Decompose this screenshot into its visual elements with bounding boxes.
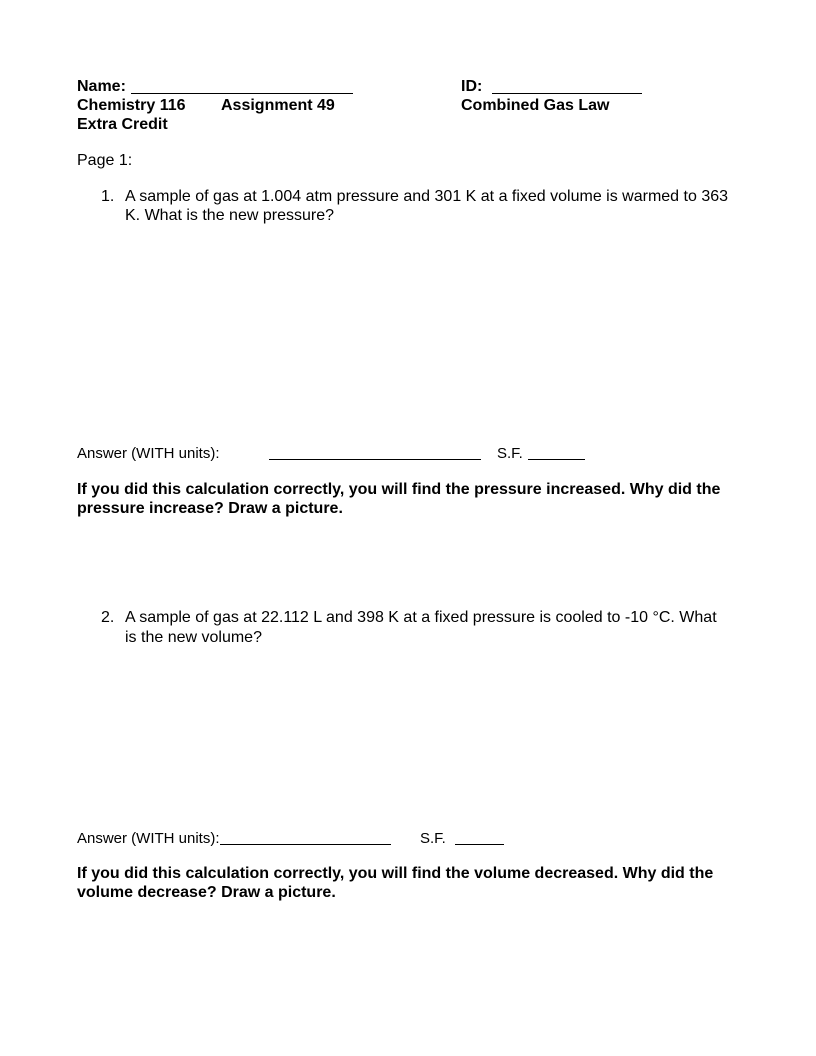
name-label: Name: [77, 78, 126, 95]
question-text-line: K. What is the new pressure? [125, 207, 334, 224]
extra-credit-label: Extra Credit [77, 116, 168, 133]
sf-field[interactable] [528, 444, 585, 460]
followup-text-line: volume decrease? Draw a picture. [77, 884, 336, 901]
question-number: 1. [101, 188, 115, 205]
answer-label: Answer (WITH units): [77, 830, 220, 847]
question-number: 2. [101, 609, 115, 626]
topic-title: Combined Gas Law [461, 97, 610, 114]
sf-field[interactable] [455, 829, 504, 845]
page-label: Page 1: [77, 152, 133, 169]
name-field[interactable] [131, 77, 353, 94]
answer-field[interactable] [269, 444, 481, 460]
course-title: Chemistry 116 [77, 97, 186, 114]
sf-label: S.F. [420, 830, 446, 847]
id-label: ID: [461, 78, 483, 95]
answer-label: Answer (WITH units): [77, 445, 220, 462]
question-text-line: is the new volume? [125, 629, 262, 646]
answer-field[interactable] [220, 829, 391, 845]
followup-text-line: If you did this calculation correctly, you will find the pressure increased. Why did the [77, 481, 721, 498]
question-text-line: A sample of gas at 1.004 atm pressure and 301 K at a fixed volume is warmed to 363 [125, 188, 729, 205]
followup-text-line: If you did this calculation correctly, you will find the volume decreased. Why did the [77, 865, 714, 882]
answer-area[interactable] [77, 230, 737, 430]
sf-label: S.F. [497, 445, 523, 462]
question-text-line: A sample of gas at 22.112 L and 398 K at a fixed pressure is cooled to -10 °C. What [125, 609, 717, 626]
id-field[interactable] [492, 77, 642, 94]
followup-text-line: pressure increase? Draw a picture. [77, 500, 343, 517]
answer-area[interactable] [77, 652, 737, 817]
assignment-number: Assignment 49 [221, 97, 335, 114]
